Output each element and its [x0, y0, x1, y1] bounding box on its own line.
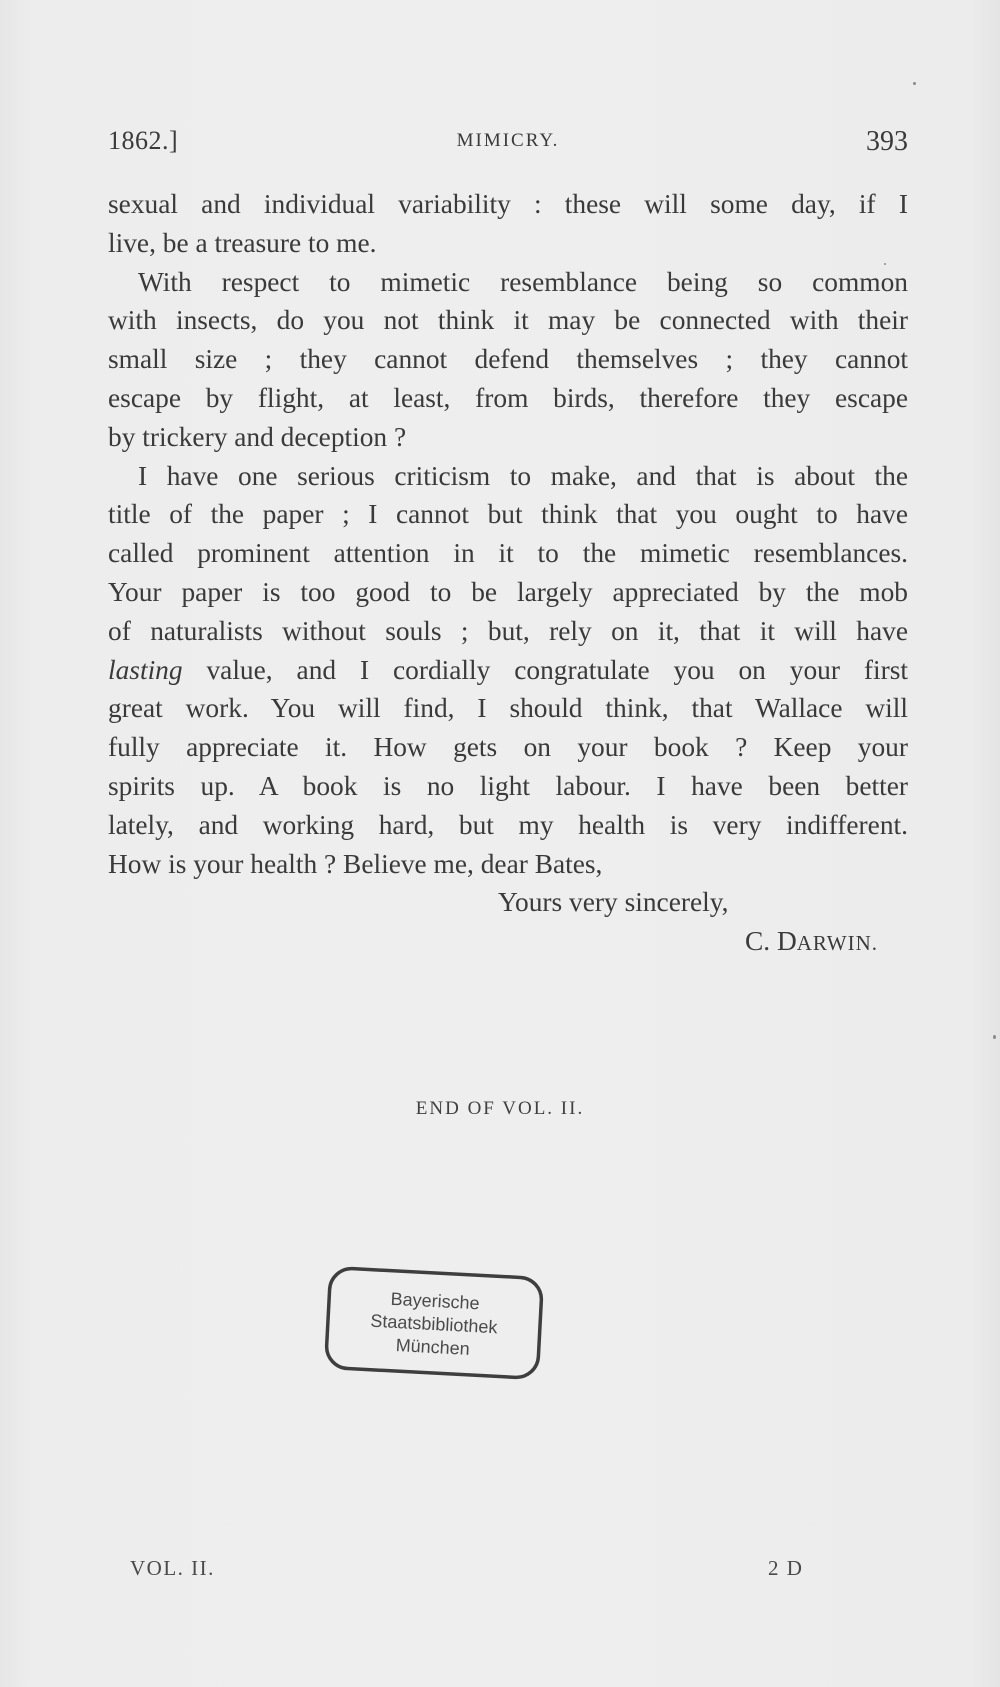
running-head [108, 126, 908, 162]
paper-speck [913, 82, 916, 85]
end-of-volume-note: END OF VOL. II. [415, 1098, 585, 1119]
letter-body [108, 185, 908, 961]
text-line: escape by flight, at least, from birds, therefore they escape [108, 382, 908, 413]
text-line: fully appreciate it. How gets on your book ? Keep your [108, 732, 908, 763]
page-number: 393 [866, 126, 908, 157]
text-line: live, be a treasure to me. [108, 227, 377, 258]
running-head-title: MIMICRY. [456, 130, 560, 151]
signature-initial: C. D [745, 926, 797, 957]
footer-volume: VOL. II. [130, 1556, 215, 1580]
text-line: title of the paper ; I cannot but think that you ought to have [108, 499, 908, 530]
text-line: by trickery and deception ? [108, 421, 407, 452]
text-line: spirits up. A book is no light labour. I have been better [108, 770, 908, 801]
text-line: Your paper is too good to be largely appreciated by the mob [108, 576, 908, 607]
text-line: I have one serious criticism to make, and that is about the [138, 460, 908, 491]
text-line: With respect to mimetic resemblance being so common [138, 266, 908, 297]
emphasis-lasting: lasting [108, 654, 183, 685]
text-line: with insects, do you not think it may be connected with their [108, 305, 908, 336]
paper-speck [993, 1035, 996, 1039]
stamp-line-1: Bayerische [390, 1288, 481, 1314]
stamp-line-3: München [395, 1335, 471, 1359]
text-line: of naturalists without souls ; but, rely on it, that it will have [108, 615, 908, 646]
letter-closing: Yours very sincerely, [498, 887, 729, 918]
signature-surname: ARWIN. [796, 931, 878, 956]
paper-speck [884, 263, 886, 265]
stamp-line-2: Staatsbibliothek [369, 1310, 498, 1338]
text-line: How is your health ? Believe me, dear Bates, [108, 848, 603, 879]
text-line-rest: value, and I cordially congratulate you on your first [182, 654, 908, 685]
library-stamp [322, 1264, 545, 1381]
text-line: called prominent attention in it to the mimetic resemblances. [108, 538, 908, 569]
text-line: small size ; they cannot defend themselves ; they cannot [108, 344, 908, 375]
text-line: great work. You will find, I should think, that Wallace will [108, 693, 908, 724]
stamp-text [323, 1284, 544, 1364]
text-line: sexual and individual variability : these will some day, if I [108, 189, 908, 219]
running-head-year: 1862.] [108, 126, 179, 155]
footer-signature-mark: 2 D [768, 1556, 804, 1580]
signature-name [108, 922, 908, 961]
text-line: lately, and working hard, but my health is very indifferent. [108, 809, 908, 840]
text-line-with-emphasis [108, 651, 908, 690]
